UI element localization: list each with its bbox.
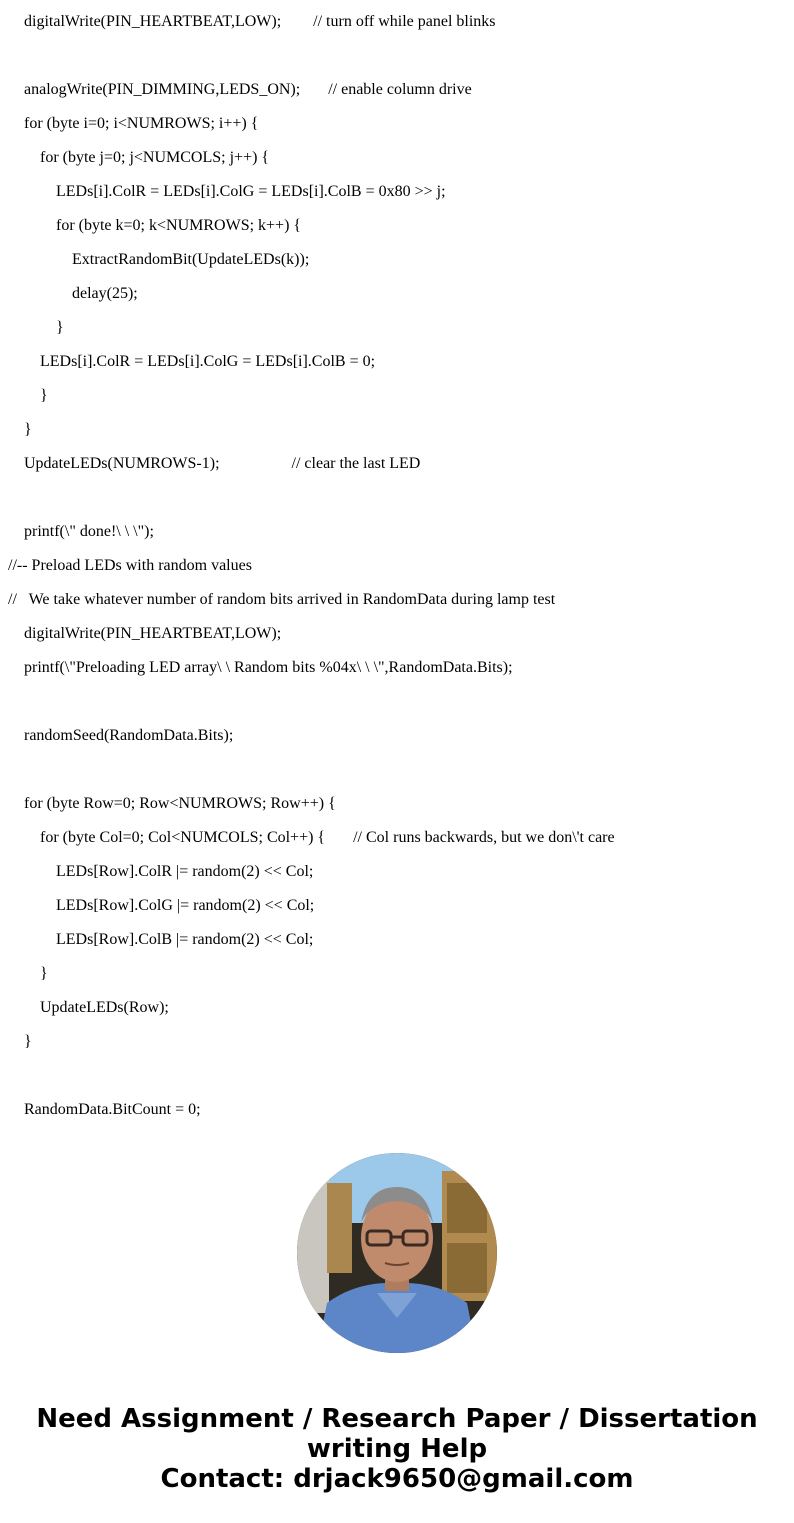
code-line: RandomData.BitCount = 0;: [24, 1101, 201, 1118]
code-line: }: [40, 387, 48, 404]
code-line: // We take whatever number of random bits arrived in RandomData during lamp test: [8, 591, 556, 608]
code-line: UpdateLEDs(NUMROWS-1); // clear the last LED: [24, 455, 421, 472]
code-line: printf(\"Preloading LED array\ \ Random bits %04x\ \ \",RandomData.Bits);: [24, 659, 513, 676]
footer-contact-email: Contact: drjack9650@gmail.com: [160, 1464, 634, 1494]
code-line: delay(25);: [72, 285, 138, 302]
contact-footer: [0, 1404, 794, 1494]
footer-subheadline: writing Help: [306, 1434, 488, 1464]
code-line: }: [40, 965, 48, 982]
author-photo: [297, 1153, 497, 1353]
code-line: digitalWrite(PIN_HEARTBEAT,LOW);: [24, 625, 282, 642]
code-line: printf(\" done!\ \ \");: [24, 523, 154, 540]
code-line: }: [24, 421, 32, 438]
code-line: for (byte k=0; k<NUMROWS; k++) {: [56, 217, 302, 234]
author-portrait-icon: [297, 1153, 497, 1353]
code-line: LEDs[i].ColR = LEDs[i].ColG = LEDs[i].ColB = 0;: [40, 353, 376, 370]
code-line: ExtractRandomBit(UpdateLEDs(k));: [72, 251, 310, 268]
code-line: LEDs[Row].ColG |= random(2) << Col;: [56, 897, 315, 914]
code-line: LEDs[i].ColR = LEDs[i].ColG = LEDs[i].ColB = 0x80 >> j;: [56, 183, 446, 200]
code-line: }: [56, 319, 64, 336]
code-line: UpdateLEDs(Row);: [40, 999, 169, 1016]
code-line: randomSeed(RandomData.Bits);: [24, 727, 234, 744]
code-line: LEDs[Row].ColB |= random(2) << Col;: [56, 931, 314, 948]
code-line: }: [24, 1033, 32, 1050]
code-line: for (byte Row=0; Row<NUMROWS; Row++) {: [24, 795, 336, 812]
code-line: LEDs[Row].ColR |= random(2) << Col;: [56, 863, 314, 880]
code-line: //-- Preload LEDs with random values: [8, 557, 252, 574]
code-line: for (byte Col=0; Col<NUMCOLS; Col++) { // Col runs backwards, but we don\'t care: [40, 829, 615, 846]
code-line: for (byte j=0; j<NUMCOLS; j++) {: [40, 149, 270, 166]
code-line: digitalWrite(PIN_HEARTBEAT,LOW); // turn off while panel blinks: [24, 13, 496, 30]
footer-headline: Need Assignment / Research Paper / Dissertation: [36, 1404, 758, 1434]
code-line: for (byte i=0; i<NUMROWS; i++) {: [24, 115, 259, 132]
code-line: analogWrite(PIN_DIMMING,LEDS_ON); // enable column drive: [24, 81, 472, 98]
